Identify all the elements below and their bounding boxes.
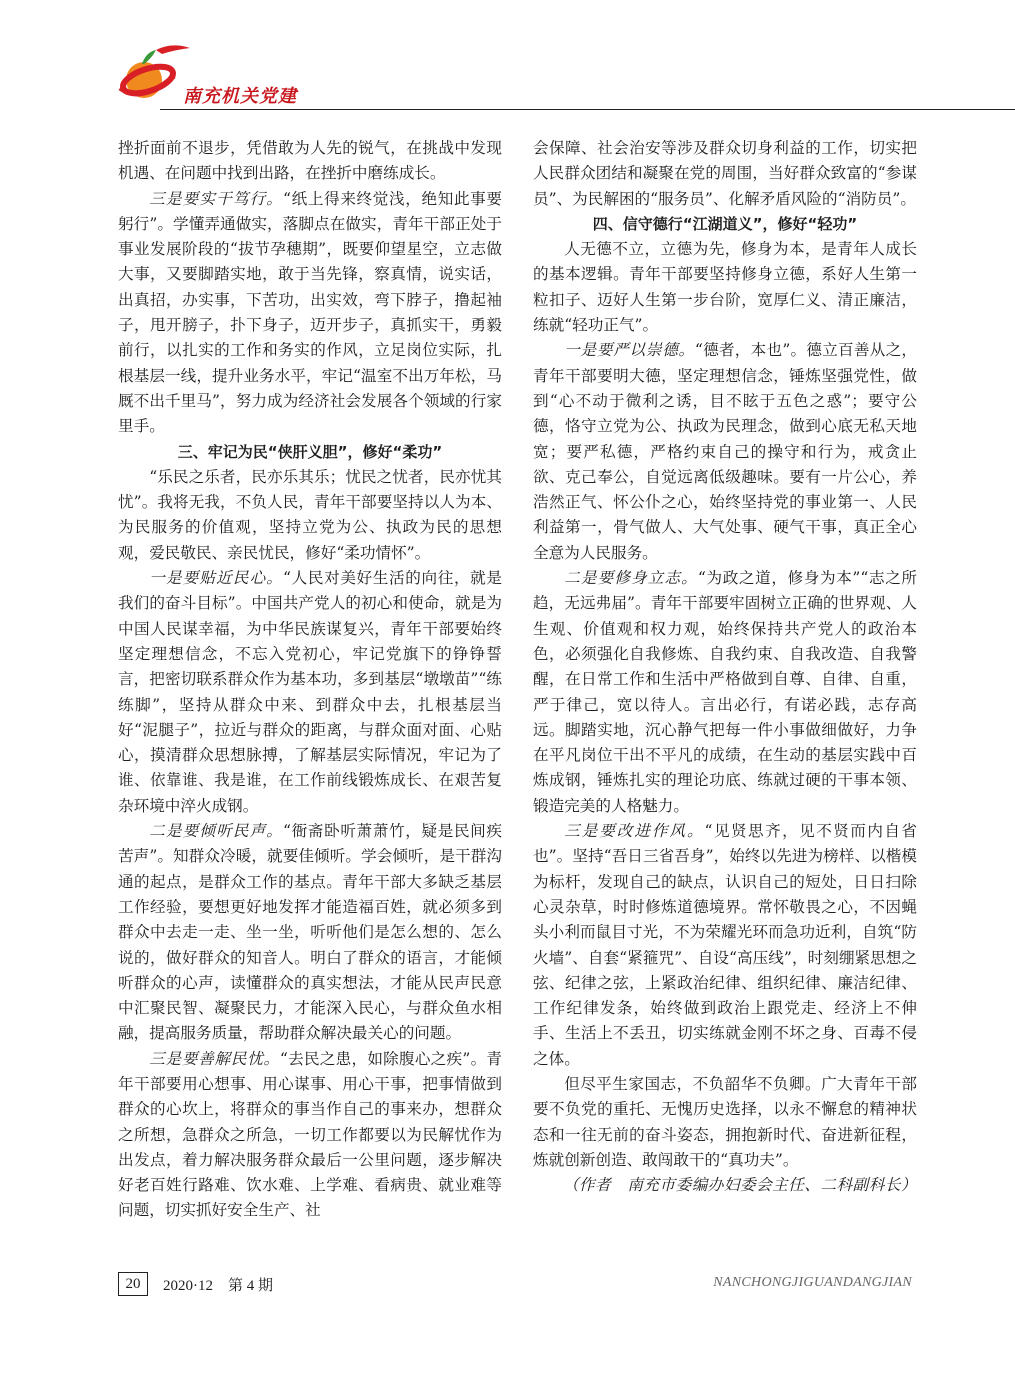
paragraph: 人无德不立，立德为先，修身为本，是青年人成长的基本逻辑。青年干部要坚持修身立德，系好人生第一粒扣子、迈好人生第一步台阶，宽厚仁义、清正廉洁，练就“轻功正气”。 xyxy=(533,240,917,335)
paragraph-body: “纸上得来终觉浅，绝知此事要躬行”。学懂弄通做实，落脚点在做实，青年干部正处于事业发展阶段的“拔节孕穗期”，既要仰望星空，立志做大事，又要脚踏实地，敢于当先锋，察真情，说实话，出真招，办实事，下苦功，出实效，弯下脖子，撸起袖子，甩开膀子，扑下身子，迈开步子，真抓实干，勇毅前行，以扎实的工作和务实的作风，立足岗位实际，扎根基层一线，提升业务水平，牢记“温室不出万年松，马厩不出千里马”，努力成为经济社会发展各个领域的行家里手。 xyxy=(118,189,502,436)
paragraph-body: “为政之道，修身为本”“志之所趋，无远弗届”。青年干部要牢固树立正确的世界观、人生观、价值观和权力观，始终保持共产党人的政治本色，必须强化自我修炼、自我约束、自我改造、自我警醒，在日常工作和生活中严格做到自尊、自律、自重，严于律己，宽以待人。言出必行，有诺必践，志存高远。脚踏实地，沉心静气把每一件小事做细做好，力争在平凡岗位干出不平凡的成绩，在生动的基层实践中百炼成钢，锤炼扎实的理论功底、练就过硬的干事本领、锻造完美的人格魅力。 xyxy=(533,569,918,815)
paragraph xyxy=(533,566,917,819)
brand-title: 南充机关党建 xyxy=(183,86,297,107)
paragraph-lead: 二是要倾听民声。 xyxy=(149,822,284,841)
paragraph-body: “衙斋卧听萧萧竹，疑是民间疾苦声”。知群众冷暖，就要佳倾听。学会倾听，是干群沟通的起点，是群众工作的基点。青年干部大多缺乏基层工作经验，要想更好地发挥才能造福百姓，就必须多到群众中去走一走、坐一坐，听听他们是怎么想的、怎么说的，做好群众的知音人。明白了群众的语言，才能倾听群众的心声，读懂群众的真实想法，才能从民声民意中汇聚民智、凝聚民力，才能深入民心，与群众鱼水相融，提高服务质量，帮助群众解决最关心的问题。 xyxy=(118,822,502,1043)
header-divider xyxy=(160,109,1015,110)
paragraph-lead: 一是要严以崇德。 xyxy=(564,341,695,360)
paragraph: 但尽平生家国志，不负韶华不负卿。广大青年干部要不负党的重托、无愧历史选择，以永不懈怠的精神状态和一往无前的奋斗姿态，拥抱新时代、奋进新征程，炼就创新创造、敢闯敢干的“真功夫”。 xyxy=(533,1074,917,1169)
author-credit: （作者 南充市委编办妇委会主任、二科副科长） xyxy=(562,1176,917,1195)
section-heading: 三、牢记为民“侠肝义胆”，修好“柔功” xyxy=(177,442,443,461)
paragraph xyxy=(118,1047,502,1224)
paragraph-lead: 一是要贴近民心。 xyxy=(149,569,284,588)
paragraph xyxy=(118,566,502,819)
right-column xyxy=(533,136,917,1198)
left-column xyxy=(118,136,502,1224)
paragraph: “乐民之乐者，民亦乐其乐；忧民之忧者，民亦忧其忧”。我将无我，不负人民，青年干部要坚持以人为本、为民服务的价值观，坚持立党为公、执政为民的思想观，爱民敬民、亲民忧民，修好“柔功情怀”。 xyxy=(118,467,502,562)
paragraph xyxy=(118,819,502,1047)
paragraph-lead: 三是要改进作风。 xyxy=(564,822,705,841)
paragraph-body: “人民对美好生活的向往，就是我们的奋斗目标”。中国共产党人的初心和使命，就是为中国人民谋幸福，为中华民族谋复兴，青年干部要始终坚定理想信念，不忘入党初心，牢记党旗下的铮铮誓言，把密切联系群众作为基本功，多到基层“墩墩苗”“练练脚”，坚持从群众中来、到群众中去，扎根基层当好“泥腿子”，拉近与群众的距离，与群众面对面、心贴心，摸清群众思想脉搏，了解基层实际情况，牢记为了谁、依靠谁、我是谁，在工作前线锻炼成长、在艰苦复杂环境中淬火成钢。 xyxy=(118,569,502,815)
footer-brand: NANCHONGJIGUANDANGJIAN xyxy=(713,1275,912,1290)
paragraph-lead: 二是要修身立志。 xyxy=(564,569,698,588)
paragraph-body: “见贤思齐，见不贤而内自省也”。坚持“吾日三省吾身”，始终以先进为榜样、以楷模为标杆，发现自己的缺点，认识自己的短处，日日扫除心灵杂草，时时修炼道德境界。常怀敬畏之心，不因蝇头小利而鼠目寸光，不为荣耀光环而急功近利，自筑“防火墙”、自套“紧箍咒”、自设“高压线”，时刻绷紧思想之弦、纪律之弦，上紧政治纪律、组织纪律、廉洁纪律、工作纪律发条，始终做到政治上跟党走、经济上不伸手、生活上不丢丑，切实练就金刚不坏之身、百毒不侵之体。 xyxy=(533,822,918,1068)
paragraph xyxy=(118,187,502,440)
paragraph-lead: 三是要善解民忧。 xyxy=(149,1049,280,1068)
paragraph-body: “德者，本也”。德立百善从之，青年干部要明大德，坚定理想信念，锤炼坚强党性，做到“心不动于微利之诱，目不眩于五色之惑”；要守公德，恪守立党为公、执政为民理念，做到心底无私天地宽；要严私德，严格约束自己的操守和行为，戒贪止欲、克己奉公，自觉远离低级趣味。要有一片公心，养浩然正气、怀公仆之心，始终坚持党的事业第一、人民利益第一，骨气做人、大气处事、硬气干事，真正全心全意为人民服务。 xyxy=(533,341,917,562)
paragraph: 会保障、社会治安等涉及群众切身利益的工作，切实把人民群众团结和凝聚在党的周围，当好群众致富的“参谋员”、为民解困的“服务员”、化解矛盾风险的“消防员”。 xyxy=(533,139,917,208)
section-heading: 四、信守德行“江湖道义”，修好“轻功” xyxy=(592,214,858,233)
page-number: 20 xyxy=(118,1272,148,1296)
paragraph xyxy=(533,338,917,566)
paragraph-lead: 三是要实干笃行。 xyxy=(149,189,284,208)
globe-orange-logo-icon xyxy=(112,40,192,110)
issue-info: 2020·12 第 4 期 xyxy=(163,1278,273,1294)
paragraph xyxy=(533,819,917,1072)
paragraph-body: “去民之患，如除腹心之疾”。青年干部要用心想事、用心谋事、用心干事，把事情做到群众的心坎上，将群众的事当作自己的事来办，想群众之所想，急群众之所急，一切工作都要以为民解忧作为出发点，着力解决服务群众最后一公里问题，逐步解决好老百姓行路难、饮水难、上学难、看病贵、就业难等问题，切实抓好安全生产、社 xyxy=(118,1049,502,1220)
paragraph: 挫折面前不退步，凭借敢为人先的锐气，在挑战中发现机遇、在问题中找到出路，在挫折中磨练成长。 xyxy=(118,139,502,183)
page-header xyxy=(0,0,1015,115)
